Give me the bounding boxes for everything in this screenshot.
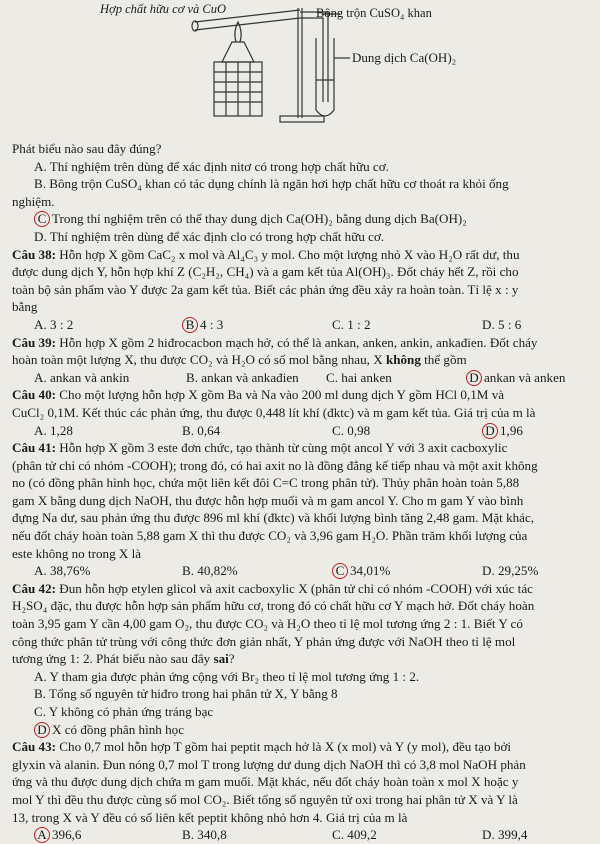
- q39-line1: [12, 334, 594, 352]
- q37-option-d: D. Thí nghiệm trên dùng để xác định clo có trong hợp chất hữu cơ.: [34, 228, 385, 244]
- q41-line1: [12, 439, 594, 457]
- q43-options: [12, 826, 594, 844]
- q39-text1: Hỗn hợp X gồm 2 hiđrocacbon mạch hở, có thể là ankan, anken, ankin, ankađien. Đốt cháy: [59, 334, 538, 350]
- figure-label-organic: Hợp chất hữu cơ và CuO: [100, 2, 227, 16]
- q43-line3: ứng và thu được dung dịch chứa m gam muối. Mặt khác, nếu đốt cháy hoàn toàn x mol X hoặc y: [12, 774, 519, 790]
- q42-line3: toàn 3,95 gam Y cần 4,00 gam O₂, thu được CO₂ và H₂O theo tỉ lệ mol tương ứng 2 : 1. Biết Y có: [12, 616, 523, 632]
- q41-answer-circle: C: [332, 563, 348, 579]
- q40-option-c: C. 0,98: [332, 422, 371, 438]
- q43-text1: Cho 0,7 mol hỗn hợp T gồm hai peptit mạch hở là X (x mol) và Y (y mol), đều tạo bởi: [59, 739, 512, 755]
- q43-option-b: B. 340,8: [182, 827, 227, 843]
- q39-text2a: hoàn toàn một lượng X, thu được CO₂ và H₂O có số mol bằng nhau, X: [12, 352, 386, 368]
- apparatus-drawing: [0, 0, 600, 140]
- q41-line2: (phân tử chỉ có nhóm -COOH); trong đó, có hai axit no là đồng đẳng kế tiếp nhau và một axit không: [12, 457, 538, 473]
- q37-option-b-line2: nghiệm.: [12, 193, 55, 209]
- q41-line7: este không no trong X là: [12, 545, 142, 561]
- q38-option-d: D. 5 : 6: [482, 316, 522, 332]
- q37-answer-circle: C: [34, 211, 50, 227]
- q42-line4: công thức phân tử trùng với công thức đơn giản nhất, Y phản ứng được với NaOH theo tỉ lệ mol: [12, 633, 516, 649]
- q41-line4: gam X bằng dung dịch NaOH, thu được hỗn hợp muối và m gam ancol Y. Cho m gam Y vào bình: [12, 492, 524, 508]
- q39-text2b: không: [385, 352, 421, 368]
- q43-line4: mol Y thì đều thu được cùng số mol CO₂. Biết tổng số nguyên tử oxi trong hai phân tử X và Y là: [12, 791, 518, 807]
- q38-line3: toàn bộ sản phẩm vào Y được 2a gam kết tủa. Biết các phản ứng đều xảy ra hoàn toàn. Tỉ lệ x : y: [12, 281, 519, 297]
- q38-answer-circle: B: [182, 317, 198, 333]
- q39-text2c: thể gồm: [420, 352, 467, 368]
- q42-option-c: C. Y không có phản ứng tráng bạc: [34, 704, 214, 719]
- q40-label: Câu 40:: [12, 387, 57, 403]
- q38-line1: [12, 246, 594, 264]
- q38-line4: bằng: [12, 299, 38, 315]
- q37-stem: Phát biểu nào sau đây đúng?: [12, 141, 162, 156]
- q43-option-a: [34, 826, 182, 844]
- q40-text1: Cho một lượng hỗn hợp X gồm Ba và Na vào 200 ml dung dịch Y gồm HCl 0,1M và: [59, 387, 505, 403]
- q40-line2: CuCl₂ 0,1M. Kết thúc các phản ứng, thu được 0,448 lít khí (đktc) và m gam kết tủa. Giá trị của m là: [12, 404, 536, 420]
- q39-option-a: A. ankan và ankin: [34, 369, 130, 385]
- q41-option-c: [332, 562, 482, 580]
- q43-line1: [12, 738, 594, 756]
- q43-label: Câu 43:: [12, 739, 57, 755]
- q39-options: [12, 369, 594, 387]
- q41-line3: no (có đồng phân hình học, chứa một liên kết đôi C=C trong phân tử). Thủy phân hoàn toàn 5,88: [12, 475, 520, 491]
- q41-option-c-text: 34,01%: [350, 563, 391, 579]
- q38-option-c: C. 1 : 2: [332, 316, 371, 332]
- q37-option-a: A. Thí nghiệm trên dùng để xác định nitơ có trong hợp chất hữu cơ.: [34, 158, 389, 174]
- q38-option-b: [182, 316, 332, 334]
- q38-option-b-text: 4 : 3: [200, 316, 224, 332]
- q43-line2: glyxin và alanin. Đun nóng 0,7 mol T trong lượng dư dung dịch NaOH thì có 3,8 mol NaOH phản: [12, 756, 526, 772]
- q37-option-c-text: Trong thí nghiệm trên có thể thay dung dịch Ca(OH)₂ bằng dung dịch Ba(OH)₂: [52, 211, 467, 227]
- q41-option-d: D. 29,25%: [482, 563, 539, 579]
- q43-line5: 13, trong X và Y đều có số liên kết peptit không nhỏ hơn 4. Giá trị của m là: [12, 809, 408, 825]
- q37-option-c: [12, 210, 594, 228]
- q42-option-b: B. Tổng số nguyên tử hiđro trong hai phân tử X, Y bằng 8: [34, 686, 338, 702]
- q40-option-a: A. 1,28: [34, 422, 73, 438]
- q39-option-d: [466, 369, 565, 387]
- q41-line5: đựng Na dư, sau phản ứng thu được 896 ml khí (đktc) và khối lượng bình tăng 2,48 gam. Mặt khác,: [12, 510, 535, 526]
- q38-line2: được dung dịch Y, hỗn hợp khí Z (C₂H₂, CH₄) và a gam kết tủa Al(OH)₃. Đốt cháy hết Z, rồi cho: [12, 264, 519, 280]
- questions-content: [12, 140, 594, 844]
- q42-text1: Đun hỗn hợp etylen glicol và axit cacboxylic X (phân tử chỉ có nhóm -COOH) với xúc tác: [59, 580, 533, 596]
- q39-option-d-text: ankan và anken: [484, 369, 566, 385]
- q37-option-b-line1: B. Bông trộn CuSO₄ khan có tác dụng chính là ngăn hơi hợp chất hữu cơ thoát ra khỏi ống: [34, 176, 509, 192]
- q42-option-a: A. Y tham gia được phản ứng cộng với Br₂ theo tỉ lệ mol tương ứng 1 : 2.: [34, 668, 420, 684]
- q40-options: [12, 422, 594, 440]
- figure-label-cuso4: Bông trộn CuSO₄ khan: [316, 6, 432, 20]
- q39-option-b: B. ankan và ankađien: [186, 369, 299, 385]
- q38-text1: Hỗn hợp X gồm CaC₂ x mol và Al₄C₃ y mol. Cho một lượng nhỏ X vào H₂O rất dư, thu: [59, 246, 520, 262]
- q42-line5: [12, 650, 594, 668]
- q38-options: [12, 316, 594, 334]
- q41-label: Câu 41:: [12, 440, 57, 456]
- q40-answer-circle: D: [482, 423, 498, 439]
- q42-option-d-text: X có đồng phân hình học: [52, 721, 185, 737]
- q38-option-a: A. 3 : 2: [34, 316, 74, 332]
- q42-label: Câu 42:: [12, 580, 57, 596]
- q42-text5b: sai: [213, 651, 229, 667]
- q41-text1: Hỗn hợp X gồm 3 este đơn chức, tạo thành từ cùng một ancol Y với 3 axit cacboxylic: [59, 440, 508, 456]
- q41-line6: nếu đốt cháy hoàn toàn 5,88 gam X thì thu được CO₂ và 3,96 gam H₂O. Phần trăm khối lượng của: [12, 528, 528, 544]
- q40-option-d-text: 1,96: [500, 422, 523, 438]
- q43-answer-circle: A: [34, 827, 50, 843]
- q43-option-d: D. 399,4: [482, 827, 528, 843]
- q41-option-a: A. 38,76%: [34, 563, 91, 579]
- q42-answer-circle: D: [34, 722, 50, 738]
- q39-line2: [12, 351, 594, 369]
- q41-option-b: B. 40,82%: [182, 563, 238, 579]
- figure-label-caoh2: Dung dịch Ca(OH)₂: [352, 50, 457, 65]
- q39-label: Câu 39:: [12, 334, 57, 350]
- q39-option-c: C. hai anken: [326, 369, 392, 385]
- apparatus-figure: [0, 0, 600, 140]
- q42-text5c: ?: [228, 651, 235, 667]
- q43-option-a-text: 396,6: [52, 827, 82, 843]
- q42-option-d: [12, 721, 594, 739]
- q38-label: Câu 38:: [12, 246, 57, 262]
- q42-text5a: tương ứng 1: 2. Phát biểu nào sau đây: [12, 651, 214, 667]
- q40-line1: [12, 386, 594, 404]
- q41-options: [12, 562, 594, 580]
- q40-option-d: [482, 422, 523, 440]
- q39-answer-circle: D: [466, 370, 482, 386]
- q43-option-c: C. 409,2: [332, 827, 377, 843]
- q40-option-b: B. 0,64: [182, 422, 221, 438]
- q42-line1: [12, 580, 594, 598]
- q42-line2: H₂SO₄ đặc, thu được hỗn hợp sản phẩm hữu cơ, trong đó có chất hữu cơ Y mạch hở. Đốt cháy hoàn: [12, 598, 535, 614]
